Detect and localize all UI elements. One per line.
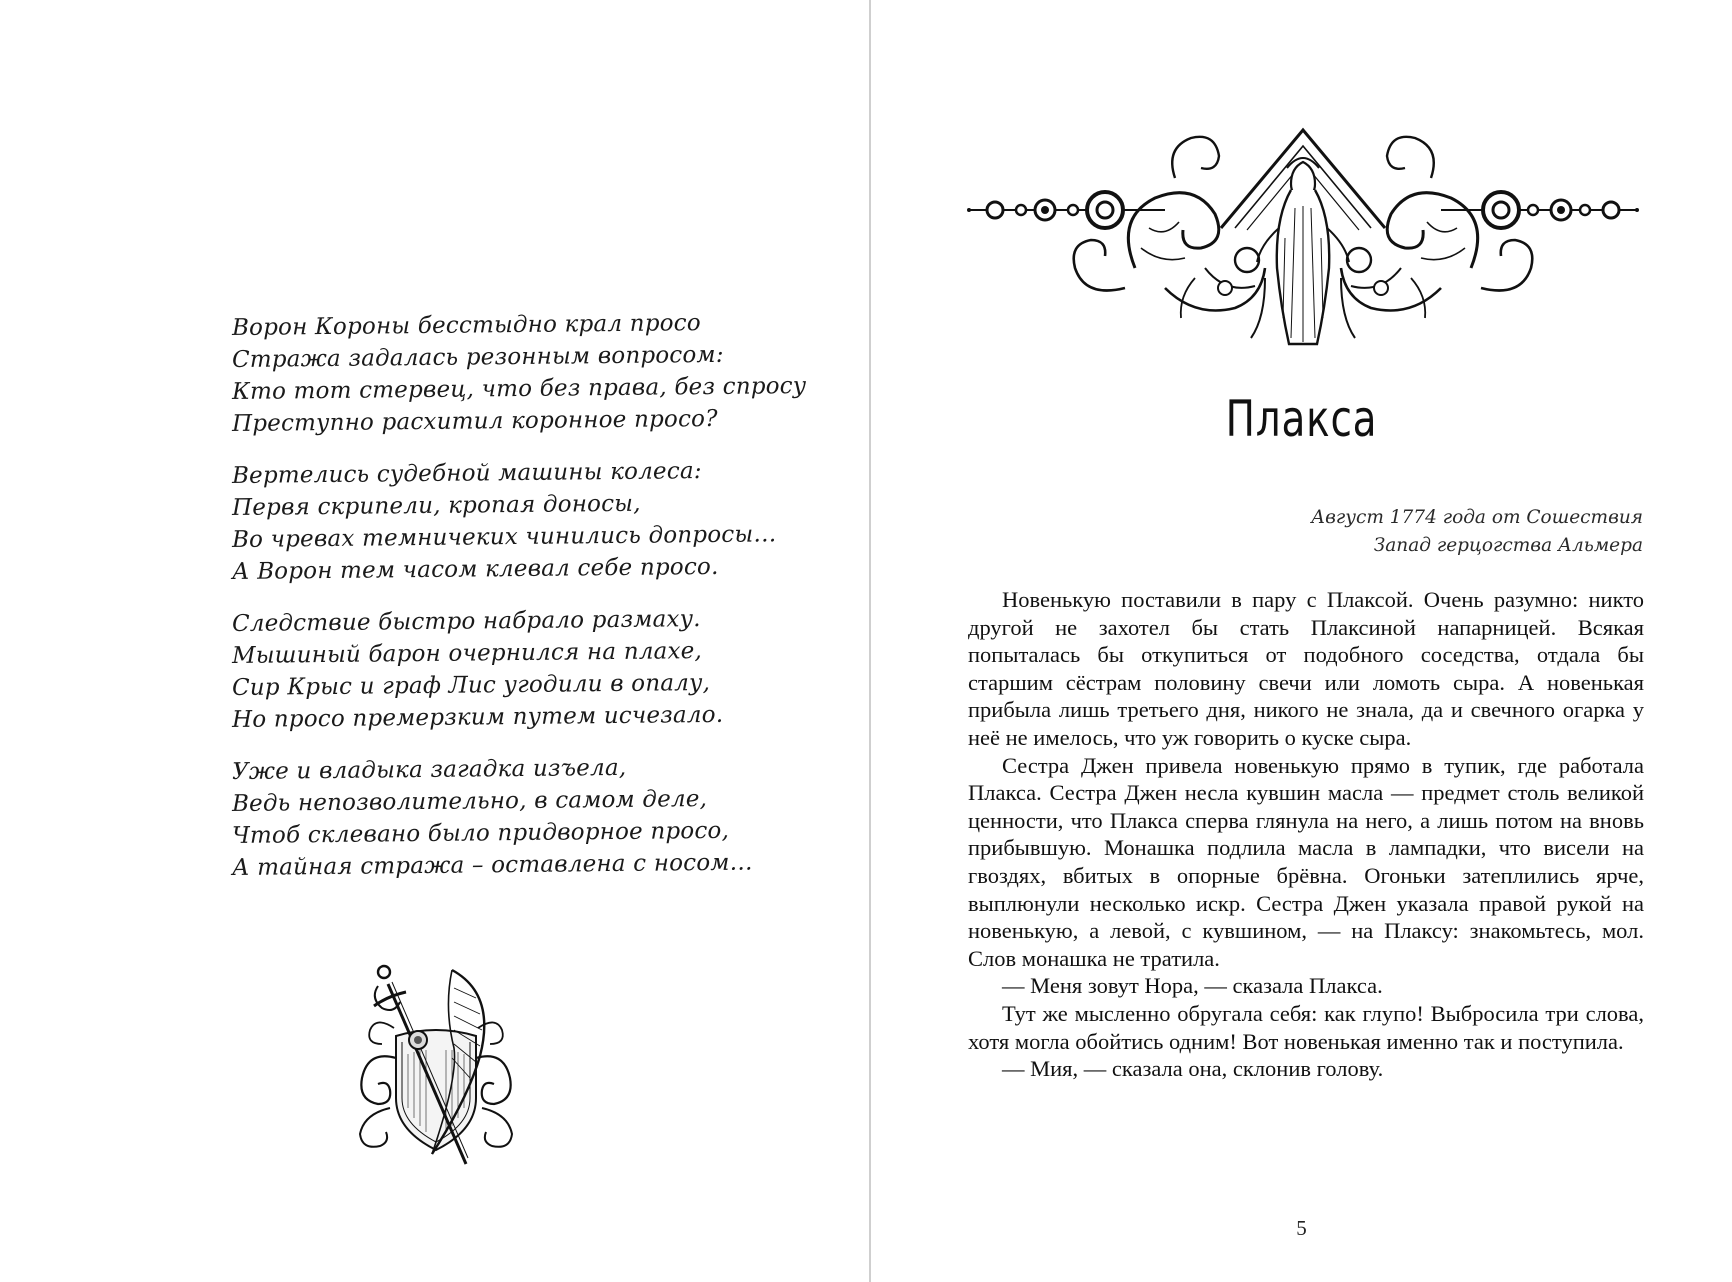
poem-line: Вертелись судебной машины колеса: — [231, 458, 702, 489]
poem-line: Следствие быстро набрало размаху. — [231, 606, 701, 637]
poem-line: Мышиный барон очернился на плахе, — [231, 638, 703, 669]
chapter-body — [968, 586, 1644, 1083]
poem-line: Первя скрипели, кропая доносы, — [231, 490, 641, 521]
poem-stanza-2 — [231, 458, 777, 588]
poem-stanza-3 — [232, 608, 752, 736]
poem-line: Чтоб склевано было придворное просо, — [231, 817, 730, 849]
poem-stanza-1 — [231, 310, 807, 440]
paragraph: — Мия, — сказала она, склонив голову. — [1002, 1056, 1384, 1082]
right-page — [871, 0, 1732, 1282]
poem-line: Ворон Короны бесстыдно крал просо — [231, 310, 701, 341]
paragraph: Новенькую поставили в пару с Плаксой. Очень разумно: никто другой не захотел бы стать Плаксиной напарницей. Всякая попыталась бы откупиться от подобного соседства, отдала бы старшим сёстрам половину свечи или ломоть сыра. А новенькая прибыла лишь третьего дня, никого не знала, да и свечного огарка у неё не имелось, что уж говорить о куске сыра. — [968, 587, 1644, 750]
paragraph: Сестра Джен привела новенькую прямо в тупик, где работала Плакса. Сестра Джен несла кувшин масла — предмет столь великой ценности, что Плакса сперва глянула на него, а лишь потом на вновь прибывшую. Монашка подлила масла в лампадки, что висели на гвоздях, вбитых в опорные брёвна. Огоньки затеплились ярче, выплюнули несколько искр. Сестра Джен указала правой рукой на новенькую, а левой, с кувшином, — на Плаксу: знакомьтесь, мол. Слов монашка не тратила. — [968, 752, 1644, 971]
sword-quill-shield-emblem-icon — [348, 958, 524, 1170]
poem-line: Во чревах темничеких чинились допросы… — [231, 521, 777, 553]
poem-line: Стража задалась резонным вопросом: — [231, 341, 724, 373]
poem-line: Но просо премерзким путем исчезало. — [231, 701, 724, 733]
poem-line: А тайная стража – оставлена с носом… — [231, 849, 753, 881]
paragraph: Тут же мысленно обругала себя: как глупо! Выбросила три слова, хотя могла обойтись одним! Вот новенькая именно так и поступила. — [968, 1000, 1644, 1054]
poem-stanza-4 — [232, 756, 752, 884]
baroque-gears-saint-ornament-icon — [965, 118, 1641, 354]
paragraph: — Меня зовут Нора, — сказала Плакса. — [1002, 973, 1383, 999]
poem-line: Кто тот стервец, что без права, без спросу — [231, 372, 807, 405]
chapter-title: Плакса — [1225, 390, 1378, 448]
epigraph-date: Август 1774 года от Сошествия — [1311, 507, 1643, 528]
epigraph-place: Запад герцогства Альмера — [1373, 535, 1643, 556]
poem-line: Уже и владыка загадка изъела, — [231, 754, 627, 785]
poem-line: Преступно расхитил коронное просо? — [231, 405, 718, 437]
page-number: 5 — [1296, 1216, 1307, 1240]
handwritten-poem — [231, 310, 807, 904]
poem-line: А Ворон тем часом клевал себе просо. — [231, 553, 719, 585]
poem-line: Сир Крыс и граф Лис угодили в опалу, — [231, 669, 711, 701]
poem-line: Ведь непозволительно, в самом деле, — [231, 786, 708, 817]
